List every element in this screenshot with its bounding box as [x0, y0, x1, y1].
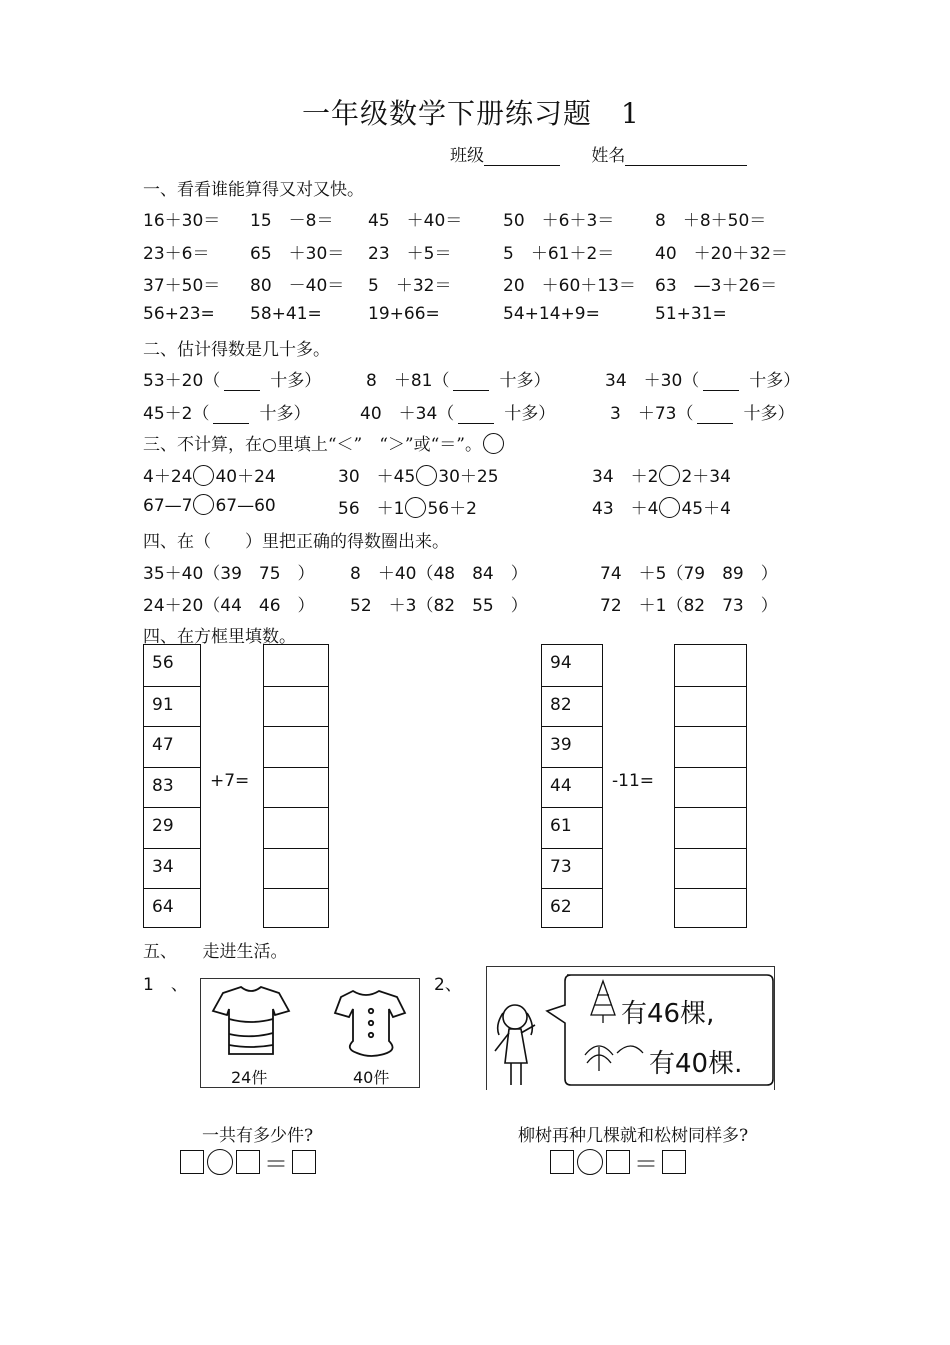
answer-cell[interactable] — [264, 645, 328, 686]
estimate-blank[interactable] — [703, 372, 739, 391]
answer-box[interactable] — [550, 1150, 574, 1174]
compare-circle[interactable] — [659, 497, 680, 518]
value-cell: 44 — [542, 767, 602, 808]
problem-2-equation — [550, 1144, 686, 1179]
answer-box[interactable] — [606, 1150, 630, 1174]
circle-icon — [483, 433, 504, 454]
arithmetic-problem: 23＋6＝ — [143, 244, 210, 264]
right-answers-column — [674, 644, 747, 928]
compare-left: 56 ＋1 — [338, 499, 405, 519]
value-cell: 34 — [144, 848, 200, 889]
estimate-expression: 34 ＋30（ — [605, 371, 700, 391]
arithmetic-problem: 54+14+9= — [503, 304, 600, 324]
section-2-heading: 二、估计得数是几十多。 — [143, 340, 330, 360]
arithmetic-problem: 51+31= — [655, 304, 727, 324]
arithmetic-problem: 5 ＋61＋2＝ — [503, 244, 615, 264]
estimate-expression: 40 ＋34（ — [360, 404, 455, 424]
value-cell: 62 — [542, 888, 602, 929]
answer-cell[interactable] — [264, 726, 328, 767]
compare-right: 30＋25 — [438, 467, 499, 487]
compare-circle[interactable] — [193, 465, 214, 486]
circle-answer-problem[interactable]: 72 ＋1（82 73 ） — [600, 596, 778, 616]
right-operator: -11= — [612, 771, 655, 791]
problem-1-number: 1 、 — [143, 975, 188, 995]
circle-answer-problem[interactable]: 74 ＋5（79 89 ） — [600, 564, 778, 584]
compare-problem — [338, 462, 499, 487]
arithmetic-problem: 80 －40＝ — [250, 276, 345, 296]
arithmetic-problem: 63 —3＋26＝ — [655, 276, 778, 296]
value-cell: 61 — [542, 807, 602, 848]
value-cell: 56 — [152, 653, 174, 673]
estimate-suffix: 十多） — [259, 404, 311, 424]
equals-sign: ＝ — [264, 1150, 288, 1178]
compare-right: 45＋4 — [681, 499, 731, 519]
equals-sign: ＝ — [634, 1150, 658, 1178]
problem-2-number: 2、 — [434, 975, 462, 995]
name-label: 姓名 — [591, 146, 626, 166]
arithmetic-problem: 56+23= — [143, 304, 215, 324]
arithmetic-problem: 40 ＋20＋32＝ — [655, 244, 788, 264]
answer-cell[interactable] — [675, 686, 746, 727]
estimate-blank[interactable] — [453, 372, 489, 391]
pine-tree-icon — [591, 981, 615, 1023]
trees-picture — [486, 966, 775, 1090]
compare-left: 43 ＋4 — [592, 499, 659, 519]
value-cell: 64 — [144, 888, 200, 929]
girl-icon — [495, 1005, 535, 1085]
estimate-expression: 53＋20（ — [143, 371, 221, 391]
class-field — [450, 141, 747, 166]
compare-problem — [338, 494, 477, 519]
estimate-blank[interactable] — [224, 372, 260, 391]
arithmetic-problem: 16＋30＝ — [143, 211, 221, 231]
name-blank[interactable] — [625, 147, 747, 166]
answer-cell[interactable] — [264, 686, 328, 727]
compare-left: 30 ＋45 — [338, 467, 416, 487]
estimate-problem — [610, 399, 794, 424]
section-5-heading: 四、在方框里填数。 — [143, 627, 296, 647]
value-cell: 94 — [550, 653, 572, 673]
bubble-line-1: 有46棵, — [621, 999, 715, 1029]
compare-left: 34 ＋2 — [592, 467, 659, 487]
arithmetic-problem: 8 ＋8＋50＝ — [655, 211, 767, 231]
operator-circle[interactable] — [577, 1149, 603, 1175]
answer-cell[interactable] — [264, 888, 328, 929]
value-cell: 91 — [144, 686, 200, 727]
answer-cell[interactable] — [675, 645, 746, 686]
arithmetic-problem: 20 ＋60＋13＝ — [503, 276, 636, 296]
estimate-problem — [143, 399, 310, 424]
arithmetic-problem: 19+66= — [368, 304, 440, 324]
answer-cell[interactable] — [264, 848, 328, 889]
answer-cell[interactable] — [675, 848, 746, 889]
compare-right: 56＋2 — [427, 499, 477, 519]
section-4-heading: 四、在（ ）里把正确的得数圈出来。 — [143, 532, 449, 552]
value-cell: 83 — [144, 767, 200, 808]
estimate-blank[interactable] — [697, 405, 733, 424]
problem-1-equation — [180, 1144, 316, 1179]
operator-circle[interactable] — [207, 1149, 233, 1175]
answer-cell[interactable] — [675, 726, 746, 767]
estimate-expression: 45＋2（ — [143, 404, 210, 424]
dress-count-label: 40件 — [353, 1068, 390, 1087]
tshirt-count-label: 24件 — [231, 1068, 268, 1087]
arithmetic-problem: 45 ＋40＝ — [368, 211, 463, 231]
willow-tree-icon — [585, 1046, 643, 1071]
answer-cell[interactable] — [675, 767, 746, 808]
estimate-problem — [605, 366, 800, 391]
compare-left: 4＋24 — [143, 467, 193, 487]
compare-circle[interactable] — [405, 497, 426, 518]
estimate-suffix: 十多） — [499, 371, 551, 391]
page-title: 一年级数学下册练习题 1 — [302, 97, 640, 130]
value-cell: 29 — [144, 807, 200, 848]
compare-right: 67—60 — [215, 496, 276, 516]
value-cell: 39 — [542, 726, 602, 767]
answer-cell[interactable] — [675, 888, 746, 929]
bubble-line-2: 有40棵. — [649, 1049, 743, 1079]
estimate-expression: 8 ＋81（ — [366, 371, 450, 391]
circle-answer-problem[interactable]: 52 ＋3（82 55 ） — [350, 596, 528, 616]
estimate-blank[interactable] — [458, 405, 494, 424]
answer-box[interactable] — [180, 1150, 204, 1174]
compare-problem — [143, 494, 276, 516]
compare-circle[interactable] — [193, 494, 214, 515]
answer-cell[interactable] — [264, 767, 328, 808]
section-6-heading: 五、 走进生活。 — [143, 942, 288, 962]
compare-left: 67—7 — [143, 496, 193, 516]
compare-circle[interactable] — [659, 465, 680, 486]
arithmetic-problem: 65 ＋30＝ — [250, 244, 345, 264]
result-box[interactable] — [662, 1150, 686, 1174]
answer-cell[interactable] — [264, 807, 328, 848]
class-label: 班级 — [450, 146, 484, 166]
estimate-problem — [366, 366, 550, 391]
estimate-blank[interactable] — [213, 405, 249, 424]
arithmetic-problem: 23 ＋5＝ — [368, 244, 452, 264]
arithmetic-problem: 5 ＋32＝ — [368, 276, 452, 296]
result-box[interactable] — [292, 1150, 316, 1174]
estimate-problem — [360, 399, 555, 424]
compare-problem — [143, 462, 276, 487]
problem-1-question: 一共有多少件? — [202, 1126, 314, 1146]
arithmetic-problem: 50 ＋6＋3＝ — [503, 211, 615, 231]
estimate-suffix: 十多） — [270, 371, 322, 391]
estimate-suffix: 十多） — [743, 404, 795, 424]
value-cell: 47 — [144, 726, 200, 767]
estimate-expression: 3 ＋73（ — [610, 404, 694, 424]
right-values-column — [541, 644, 603, 928]
answer-cell[interactable] — [675, 807, 746, 848]
class-blank[interactable] — [484, 147, 560, 166]
estimate-suffix: 十多） — [504, 404, 556, 424]
answer-box[interactable] — [236, 1150, 260, 1174]
compare-circle[interactable] — [416, 465, 437, 486]
section-3-heading — [143, 430, 505, 455]
clothes-picture — [200, 978, 420, 1088]
left-operator: +7= — [210, 771, 250, 791]
compare-problem — [592, 494, 731, 519]
section-1-heading: 一、看看谁能算得又对又快。 — [143, 180, 364, 200]
circle-answer-problem[interactable]: 35＋40（39 75 ） — [143, 564, 315, 584]
value-cell: 82 — [542, 686, 602, 727]
estimate-problem — [143, 366, 321, 391]
arithmetic-problem: 37＋50＝ — [143, 276, 221, 296]
tshirt-icon — [213, 987, 289, 1054]
dress-icon — [335, 991, 405, 1056]
left-values-column — [143, 644, 201, 928]
problem-2-question: 柳树再种几棵就和松树同样多? — [518, 1126, 749, 1146]
estimate-suffix: 十多） — [749, 371, 801, 391]
circle-answer-problem[interactable]: 24＋20（44 46 ） — [143, 596, 315, 616]
compare-right: 40＋24 — [215, 467, 276, 487]
compare-problem — [592, 462, 731, 487]
arithmetic-problem: 15 －8＝ — [250, 211, 334, 231]
left-answers-column — [263, 644, 329, 928]
compare-right: 2＋34 — [681, 467, 731, 487]
arithmetic-problem: 58+41= — [250, 304, 322, 324]
section-3-heading-text: 三、不计算，在○里填上“＜” “＞”或“＝”。 — [143, 435, 482, 455]
value-cell: 73 — [542, 848, 602, 889]
circle-answer-problem[interactable]: 8 ＋40（48 84 ） — [350, 564, 528, 584]
